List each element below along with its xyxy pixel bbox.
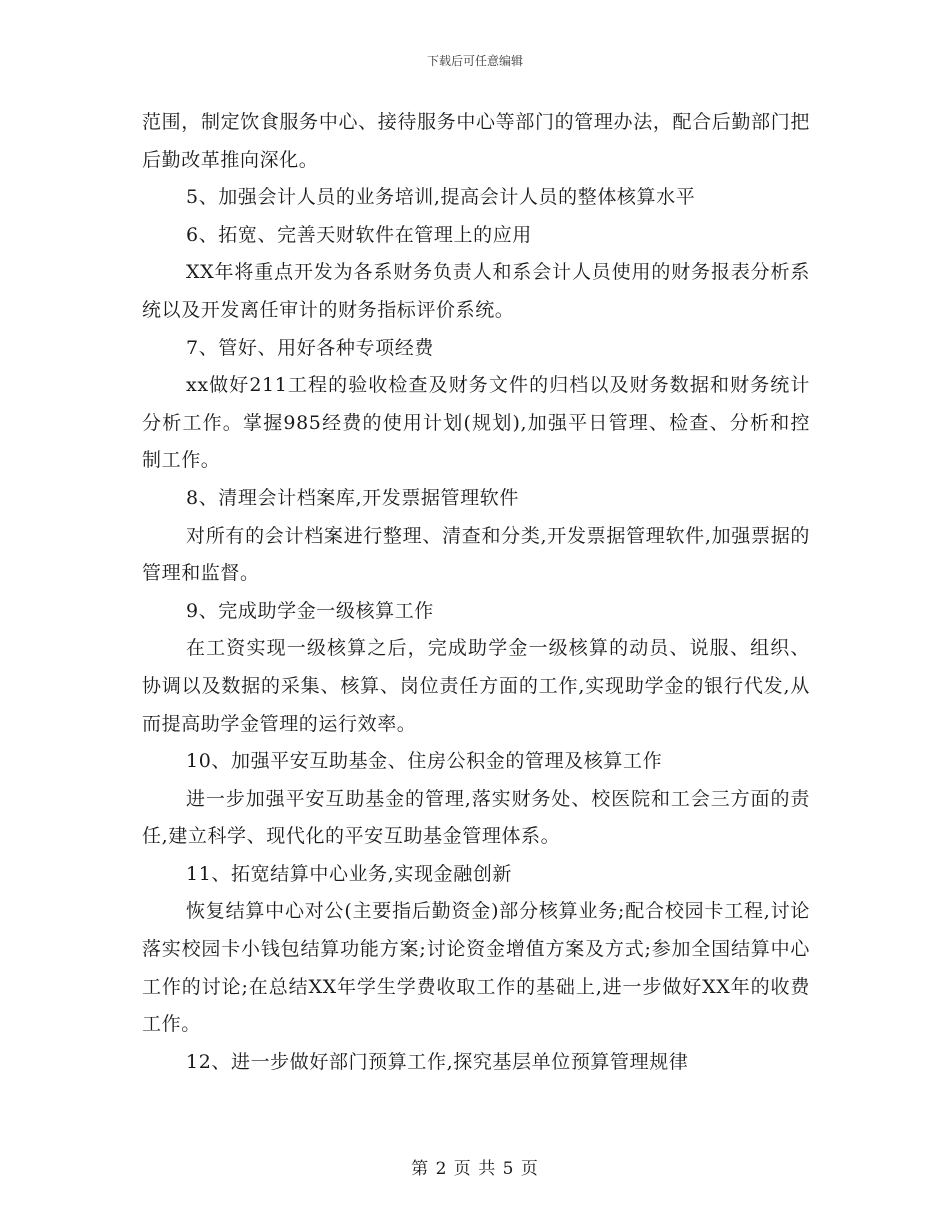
paragraph: XX年将重点开发为各系财务负责人和系会计人员使用的财务报表分析系统以及开发离任审计的财务指标评价系统。 — [142, 261, 810, 321]
paragraph: 9、完成助学金一级核算工作 — [186, 599, 434, 622]
page-number-footer: 第 2 页 共 5 页 — [411, 1159, 539, 1179]
document-body — [142, 104, 810, 1081]
paragraph: 8、清理会计档案库,开发票据管理软件 — [186, 486, 519, 509]
paragraph: 范围，制定饮食服务中心、接待服务中心等部门的管理办法，配合后勤部门把后勤改革推向深化。 — [142, 111, 810, 171]
paragraph: 10、加强平安互助基金、住房公积金的管理及核算工作 — [186, 750, 663, 773]
paragraph: 在工资实现一级核算之后，完成助学金一级核算的动员、说服、组织、协调以及数据的采集、核算、岗位责任方面的工作,实现助学金的银行代发,从而提高助学金管理的运行效率。 — [142, 637, 810, 735]
paragraph: 恢复结算中心对公(主要指后勤资金)部分核算业务;配合校园卡工程,讨论落实校园卡小钱包结算功能方案;讨论资金增值方案及方式;参加全国结算中心工作的讨论;在总结XX年学生学费收取工作的基础上,进一步做好XX年的收费工作。 — [142, 900, 810, 1036]
paragraph: xx做好211工程的验收检查及财务文件的归档以及财务数据和财务统计分析工作。掌握985经费的使用计划(规划),加强平日管理、检查、分析和控制工作。 — [142, 374, 810, 472]
paragraph: 进一步加强平安互助基金的管理,落实财务处、校医院和工会三方面的责任,建立科学、现代化的平安互助基金管理体系。 — [142, 787, 810, 848]
paragraph: 6、拓宽、完善天财软件在管理上的应用 — [186, 223, 532, 246]
paragraph: 12、进一步做好部门预算工作,探究基层单位预算管理规律 — [186, 1050, 689, 1073]
paragraph: 对所有的会计档案进行整理、清查和分类,开发票据管理软件,加强票据的管理和监督。 — [142, 524, 810, 585]
page-header: 下载后可任意编辑 — [426, 54, 523, 68]
paragraph: 7、管好、用好各种专项经费 — [186, 336, 434, 359]
paragraph: 11、拓宽结算中心业务,实现金融创新 — [186, 862, 513, 885]
paragraph: 5、加强会计人员的业务培训,提高会计人员的整体核算水平 — [186, 186, 696, 209]
